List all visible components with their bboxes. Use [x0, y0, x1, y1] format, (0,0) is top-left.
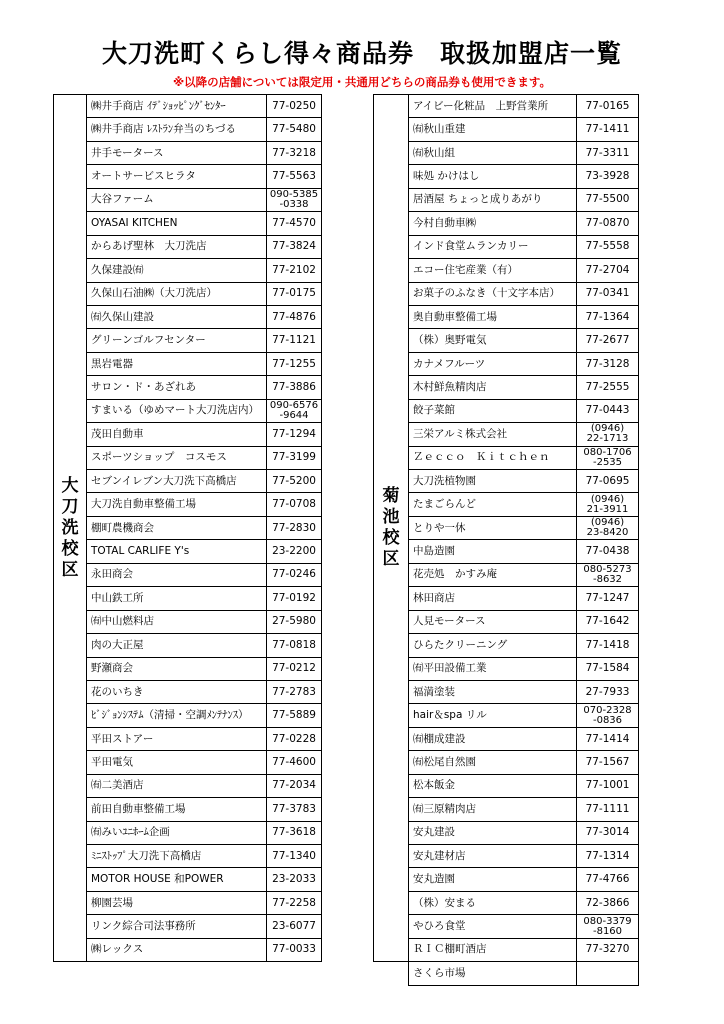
oarai-table-row — [54, 891, 322, 914]
kikuchi-table-row — [374, 751, 639, 774]
kikuchi-table-row — [374, 845, 639, 868]
store-name: ㈲久保山建設 — [87, 305, 267, 328]
kikuchi-table-row — [374, 235, 639, 258]
oarai-table-row — [54, 868, 322, 891]
oarai-table-row — [54, 165, 322, 188]
oarai-table-row — [54, 680, 322, 703]
store-name: OYASAI KITCHEN — [87, 212, 267, 235]
phone-number: 77-0708 — [267, 493, 322, 516]
store-name: 花売処 かすみ庵 — [409, 563, 577, 586]
phone-number: 77-0228 — [267, 727, 322, 750]
phone-number: 77-3128 — [577, 352, 639, 375]
oarai-table-row — [54, 938, 322, 961]
store-name: 木村鮮魚精肉店 — [409, 376, 577, 399]
kikuchi-table-row — [374, 563, 639, 586]
store-name: 味処 かけはし — [409, 165, 577, 188]
oarai-table-row — [54, 845, 322, 868]
kikuchi-table-row — [374, 446, 639, 469]
oarai-table-row — [54, 540, 322, 563]
phone-number: 77-3270 — [577, 938, 639, 961]
store-name: 井手モータース — [87, 141, 267, 164]
store-name: すまいる（ゆめマート大刀洗店内） — [87, 399, 267, 422]
oarai-table-row — [54, 727, 322, 750]
store-name: ﾐﾆｽﾄｯﾌﾟ大刀洗下高橋店 — [87, 845, 267, 868]
phone-number: 77-0695 — [577, 470, 639, 493]
kikuchi-table-row — [374, 352, 639, 375]
phone-number: 77-0192 — [267, 587, 322, 610]
phone-number: 77-5500 — [577, 188, 639, 211]
store-name: オートサービスヒラタ — [87, 165, 267, 188]
kikuchi-table-row — [374, 423, 639, 446]
oarai-table-row — [54, 915, 322, 938]
phone-number: 77-1314 — [577, 845, 639, 868]
phone-number: 77-2555 — [577, 376, 639, 399]
store-name: 中山鉄工所 — [87, 587, 267, 610]
phone-number: 77-1418 — [577, 634, 639, 657]
kikuchi-table-row — [374, 891, 639, 914]
oarai-table-row — [54, 798, 322, 821]
phone-number: 77-3014 — [577, 821, 639, 844]
oarai-table-row — [54, 493, 322, 516]
store-name: グリーンゴルフセンター — [87, 329, 267, 352]
store-name: 大刀洗植物園 — [409, 470, 577, 493]
phone-number: 080-1706 -2535 — [577, 446, 639, 469]
phone-number: 080-3379 -8160 — [577, 915, 639, 938]
kikuchi-table-row — [374, 305, 639, 328]
phone-number: 23-2033 — [267, 868, 322, 891]
phone-number: 77-3311 — [577, 141, 639, 164]
phone-number: 77-3783 — [267, 798, 322, 821]
kikuchi-table-row — [374, 259, 639, 282]
store-name: アイビー化粧品 上野営業所 — [409, 95, 577, 118]
store-name: 柳園芸場 — [87, 891, 267, 914]
oarai-table-row — [54, 376, 322, 399]
store-name: 肉の大正屋 — [87, 634, 267, 657]
store-name: 久保建設㈲ — [87, 259, 267, 282]
phone-number: 77-4570 — [267, 212, 322, 235]
phone-number: 77-1001 — [577, 774, 639, 797]
store-name: 安丸建設 — [409, 821, 577, 844]
store-name: ㈲平田設備工業 — [409, 657, 577, 680]
kikuchi-table-row — [374, 938, 639, 961]
store-name: 今村自動車㈱ — [409, 212, 577, 235]
oarai-table-row — [54, 470, 322, 493]
oarai-table-row — [54, 188, 322, 211]
kikuchi-table-row — [374, 962, 639, 985]
oarai-table-row — [54, 446, 322, 469]
oarai-table-row — [54, 141, 322, 164]
kikuchi-table-row — [374, 798, 639, 821]
phone-number: 77-1340 — [267, 845, 322, 868]
kikuchi-table-row — [374, 774, 639, 797]
kikuchi-table-row — [374, 470, 639, 493]
oarai-school-name: 大刀洗校区 — [61, 475, 79, 580]
oarai-table-row — [54, 399, 322, 422]
store-name: 花のいちき — [87, 680, 267, 703]
phone-number: 23-2200 — [267, 540, 322, 563]
kikuchi-table-row — [374, 516, 639, 539]
phone-number: 77-0443 — [577, 399, 639, 422]
kikuchi-table-row — [374, 282, 639, 305]
oarai-table-row — [54, 751, 322, 774]
phone-number: 77-4876 — [267, 305, 322, 328]
store-name: エコー住宅産業（有） — [409, 259, 577, 282]
kikuchi-table-row — [374, 680, 639, 703]
oarai-table-row — [54, 821, 322, 844]
phone-number: 77-3618 — [267, 821, 322, 844]
store-name: hair＆spa リル — [409, 704, 577, 727]
store-name: お菓子のふなき（十文字本店） — [409, 282, 577, 305]
oarai-table-row — [54, 212, 322, 235]
phone-number: 77-0165 — [577, 95, 639, 118]
store-name: リンク綜合司法事務所 — [87, 915, 267, 938]
store-name: 居酒屋 ちょっと成りあがり — [409, 188, 577, 211]
store-name: さくら市場 — [409, 962, 577, 985]
phone-number: 070-2328 -0836 — [577, 704, 639, 727]
oarai-table-row — [54, 352, 322, 375]
phone-number: 77-3824 — [267, 235, 322, 258]
phone-number: 77-5889 — [267, 704, 322, 727]
phone-number: 77-1567 — [577, 751, 639, 774]
store-name: （株）安まる — [409, 891, 577, 914]
store-name: 黒岩電器 — [87, 352, 267, 375]
store-name: インド食堂ムランカリー — [409, 235, 577, 258]
oarai-table-row — [54, 235, 322, 258]
phone-number: 77-1642 — [577, 610, 639, 633]
store-name: ＲＩＣ棚町酒店 — [409, 938, 577, 961]
store-name: スポーツショップ コスモス — [87, 446, 267, 469]
kikuchi-table-row — [374, 915, 639, 938]
phone-number: 23-6077 — [267, 915, 322, 938]
phone-number: 77-1414 — [577, 727, 639, 750]
store-name: カナメフルーツ — [409, 352, 577, 375]
phone-number: 77-1584 — [577, 657, 639, 680]
kikuchi-table-row — [374, 868, 639, 891]
oarai-school-label — [54, 95, 87, 962]
kikuchi-table-row — [374, 141, 639, 164]
phone-number: 27-5980 — [267, 610, 322, 633]
oarai-table-row — [54, 610, 322, 633]
store-name: 平田ストアー — [87, 727, 267, 750]
store-name: ㈲松尾自然園 — [409, 751, 577, 774]
store-name: 福満塗装 — [409, 680, 577, 703]
kikuchi-school-name: 菊池校区 — [382, 486, 400, 570]
store-name: 茂田自動車 — [87, 423, 267, 446]
phone-number: 77-4600 — [267, 751, 322, 774]
store-name: 林田商店 — [409, 587, 577, 610]
store-name: Ｚｅｃｃｏ Ｋｉｔｃｈｅｎ — [409, 446, 577, 469]
kikuchi-table-row — [374, 540, 639, 563]
phone-number: 77-1247 — [577, 587, 639, 610]
phone-number: 77-0246 — [267, 563, 322, 586]
phone-number: 77-1255 — [267, 352, 322, 375]
phone-number: 77-5563 — [267, 165, 322, 188]
phone-number: 090-6576 -9644 — [267, 399, 322, 422]
store-name: とりや一休 — [409, 516, 577, 539]
phone-number: 77-5200 — [267, 470, 322, 493]
store-name: ㈲棚成建設 — [409, 727, 577, 750]
phone-number: 77-1411 — [577, 118, 639, 141]
phone-number: (0946) 21-3911 — [577, 493, 639, 516]
phone-number: 77-0250 — [267, 95, 322, 118]
phone-number: 77-2102 — [267, 259, 322, 282]
phone-number: 080-5273 -8632 — [577, 563, 639, 586]
store-name: ひらたクリーニング — [409, 634, 577, 657]
store-name: 大谷ファーム — [87, 188, 267, 211]
oarai-school-table — [53, 94, 322, 962]
store-name: 前田自動車整備工場 — [87, 798, 267, 821]
store-name: 平田電気 — [87, 751, 267, 774]
store-name: 野瀬商会 — [87, 657, 267, 680]
store-name: 棚町農機商会 — [87, 516, 267, 539]
store-name: ㈱井手商店 ｲﾃﾞｼｮｯﾋﾟﾝｸﾞｾﾝﾀｰ — [87, 95, 267, 118]
phone-number: 090-5385 -0338 — [267, 188, 322, 211]
phone-number: 77-1294 — [267, 423, 322, 446]
store-name: ㈲みいﾕﾆﾎｰﾑ企画 — [87, 821, 267, 844]
kikuchi-table-row — [374, 727, 639, 750]
kikuchi-school-spacer — [374, 962, 409, 985]
oarai-table-row — [54, 118, 322, 141]
store-name: 奥自動車整備工場 — [409, 305, 577, 328]
oarai-table-row — [54, 305, 322, 328]
oarai-table-row — [54, 95, 322, 118]
store-name: 永田商会 — [87, 563, 267, 586]
store-name: ㈱井手商店 ﾚｽﾄﾗﾝ弁当のちづる — [87, 118, 267, 141]
kikuchi-table-row — [374, 329, 639, 352]
oarai-table-row — [54, 259, 322, 282]
kikuchi-table-row — [374, 704, 639, 727]
kikuchi-table-row — [374, 821, 639, 844]
phone-number: 77-5480 — [267, 118, 322, 141]
oarai-table-row — [54, 774, 322, 797]
store-name: ㈲秋山重建 — [409, 118, 577, 141]
phone-number: 77-5558 — [577, 235, 639, 258]
store-name: 中島造園 — [409, 540, 577, 563]
oarai-table-row — [54, 329, 322, 352]
phone-number: 77-0212 — [267, 657, 322, 680]
oarai-table-row — [54, 587, 322, 610]
phone-number: 77-2034 — [267, 774, 322, 797]
store-name: 人見モータース — [409, 610, 577, 633]
store-name: ㈲秋山組 — [409, 141, 577, 164]
kikuchi-table-row — [374, 399, 639, 422]
kikuchi-table-row — [374, 376, 639, 399]
oarai-table-row — [54, 282, 322, 305]
store-name: MOTOR HOUSE 和POWER — [87, 868, 267, 891]
store-name: ㈱レックス — [87, 938, 267, 961]
kikuchi-table-row — [374, 493, 639, 516]
phone-number: 77-4766 — [577, 868, 639, 891]
phone-number: 77-2783 — [267, 680, 322, 703]
store-name: TOTAL CARLIFE Y's — [87, 540, 267, 563]
store-name: ㈲三原精肉店 — [409, 798, 577, 821]
store-name: やひろ食堂 — [409, 915, 577, 938]
page-title: 大刀洗町くらし得々商品券 取扱加盟店一覧 — [101, 39, 622, 68]
store-name: ﾋﾞｼﾞｮﾝｼｽﾃﾑ（清掃・空調ﾒﾝﾃﾅﾝｽ） — [87, 704, 267, 727]
kikuchi-table-row — [374, 188, 639, 211]
oarai-table-row — [54, 634, 322, 657]
phone-number: 77-2704 — [577, 259, 639, 282]
store-name: （株）奥野電気 — [409, 329, 577, 352]
store-name: サロン・ド・あざれあ — [87, 376, 267, 399]
phone-number: (0946) 23-8420 — [577, 516, 639, 539]
phone-number: 77-3199 — [267, 446, 322, 469]
phone-number: 77-1111 — [577, 798, 639, 821]
phone-number: 77-2258 — [267, 891, 322, 914]
phone-number: 77-1121 — [267, 329, 322, 352]
kikuchi-table-row — [374, 212, 639, 235]
oarai-table-row — [54, 423, 322, 446]
phone-number: 77-0175 — [267, 282, 322, 305]
kikuchi-table-row — [374, 610, 639, 633]
store-name: ㈲二美酒店 — [87, 774, 267, 797]
phone-number: 77-3886 — [267, 376, 322, 399]
store-name: セブンイレブン大刀洗下高橋店 — [87, 470, 267, 493]
store-name: 大刀洗自動車整備工場 — [87, 493, 267, 516]
kikuchi-table-row — [374, 634, 639, 657]
phone-number: 77-0870 — [577, 212, 639, 235]
kikuchi-table-row — [374, 587, 639, 610]
store-name: ㈲中山燃料店 — [87, 610, 267, 633]
phone-number: 77-0438 — [577, 540, 639, 563]
oarai-table-row — [54, 704, 322, 727]
phone-number: 77-1364 — [577, 305, 639, 328]
kikuchi-table-row — [374, 95, 639, 118]
phone-number: 77-0341 — [577, 282, 639, 305]
phone-number: 77-0033 — [267, 938, 322, 961]
store-name: 餃子菜館 — [409, 399, 577, 422]
phone-number: 72-3866 — [577, 891, 639, 914]
phone-number — [577, 962, 639, 985]
phone-number: 77-2677 — [577, 329, 639, 352]
kikuchi-table-row — [374, 657, 639, 680]
store-name: 久保山石油㈱（大刀洗店） — [87, 282, 267, 305]
oarai-table-row — [54, 563, 322, 586]
oarai-table-row — [54, 657, 322, 680]
phone-number: 77-3218 — [267, 141, 322, 164]
phone-number: 77-2830 — [267, 516, 322, 539]
store-name: 安丸造園 — [409, 868, 577, 891]
kikuchi-table-row — [374, 165, 639, 188]
store-name: 松本飯金 — [409, 774, 577, 797]
kikuchi-school-table — [373, 94, 639, 986]
kikuchi-school-label — [374, 95, 409, 962]
store-name: たまごらんど — [409, 493, 577, 516]
store-name: 安丸建材店 — [409, 845, 577, 868]
phone-number: (0946) 22-1713 — [577, 423, 639, 446]
kikuchi-table-row — [374, 118, 639, 141]
phone-number: 77-0818 — [267, 634, 322, 657]
phone-number: 73-3928 — [577, 165, 639, 188]
notice-text: ※以降の店舗については限定用・共通用どちらの商品券も使用できます。 — [172, 75, 552, 89]
phone-number: 27-7933 — [577, 680, 639, 703]
store-name: 三栄アルミ株式会社 — [409, 423, 577, 446]
store-name: からあげ聖林 大刀洗店 — [87, 235, 267, 258]
oarai-table-row — [54, 516, 322, 539]
